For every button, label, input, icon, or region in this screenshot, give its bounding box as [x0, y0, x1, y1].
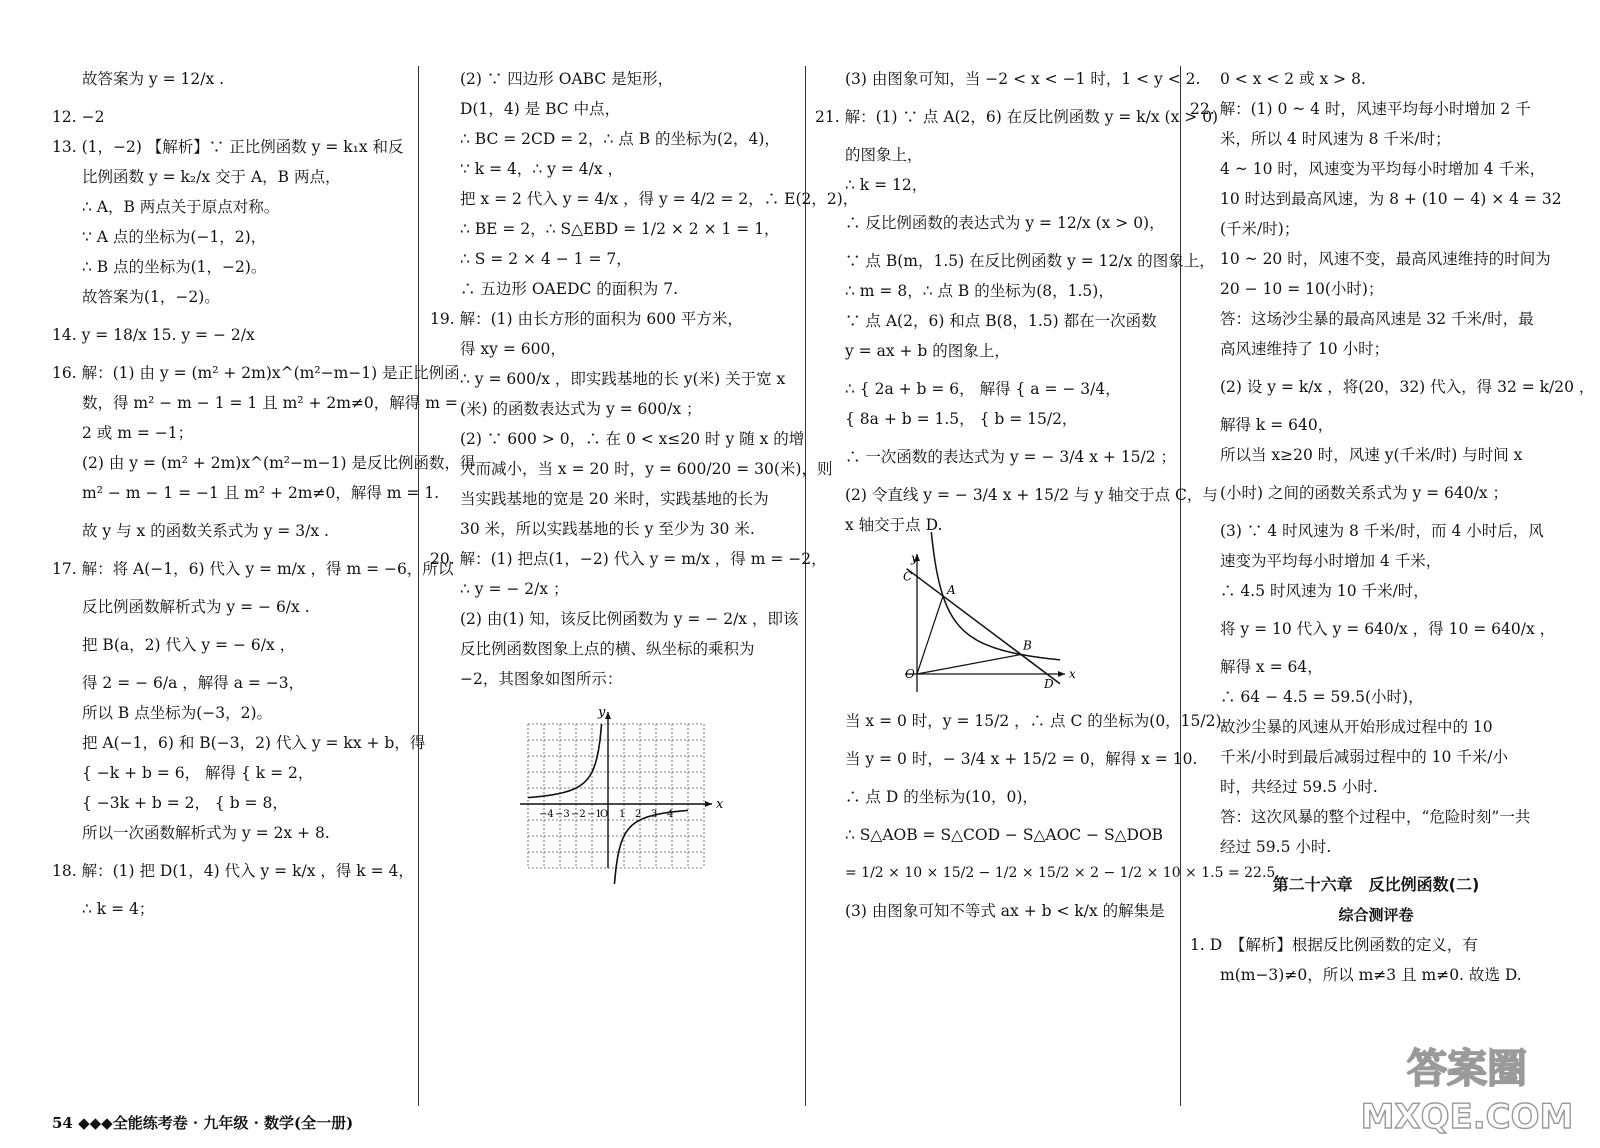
column-divider [1180, 66, 1181, 1106]
text-line: 得 xy = 600， [460, 340, 566, 358]
x-tick-label: O [600, 809, 609, 820]
text-line: 高风速维持了 10 小时； [1220, 340, 1390, 358]
text-line: 0 < x < 2 或 x > 8. [1220, 70, 1366, 88]
x-tick-label: −4 [539, 809, 554, 820]
column-1 [52, 64, 476, 1104]
text-line: (2) 由(1) 知，该反比例函数为 y = − 2/x ，即该 [460, 610, 799, 628]
text-line: 故答案为 y = 12/x . [82, 70, 225, 88]
text-line: (米) 的函数表达式为 y = 600/x ； [460, 400, 702, 418]
text-line: { 8a + b = 1.5， { b = 15/2， [845, 410, 1078, 428]
text-line: 20 − 10 = 10(小时)； [1220, 280, 1384, 298]
page-footer: 54 ◆◆◆全能练考卷 · 九年级 · 数学(全一册) [52, 1114, 354, 1132]
text-line: y = ax + b 的图象上， [845, 342, 1010, 360]
text-line: { −3k + b = 2， { b = 8， [82, 794, 288, 812]
text-line: (3) ∵ 4 时风速为 8 千米/时，而 4 小时后，风 [1220, 522, 1544, 540]
text-line: 把 x = 2 代入 y = 4/x ，得 y = 4/2 = 2，∴ E(2，2)， [460, 190, 859, 208]
text-line: ∴ 点 D 的坐标为(10，0)， [845, 788, 1038, 806]
text-line: m² − m − 1 = −1 且 m² + 2m≠0，解得 m = 1. [82, 484, 440, 502]
text-line: ∴ 五边形 OAEDC 的面积为 7. [460, 280, 678, 298]
text-line: 所以当 x≥20 时，风速 y(千米/时) 与时间 x [1220, 446, 1523, 464]
text-line: 把 B(a，2) 代入 y = − 6/x ， [82, 636, 296, 654]
text-line: (2) ∵ 四边形 OABC 是矩形， [460, 70, 674, 88]
text-line: 解得 k = 640， [1220, 416, 1334, 434]
text-line: 得 2 = − 6/a ，解得 a = −3， [82, 674, 305, 692]
text-line: 当 y = 0 时，− 3/4 x + 15/2 = 0，解得 x = 10. [845, 750, 1198, 768]
text-line: 比例函数 y = k₂/x 交于 A，B 两点， [82, 168, 341, 186]
text-line: (3) 由图象可知不等式 ax + b < k/x 的解集是 [845, 902, 1165, 920]
text-line: 16. 解：(1) 由 y = (m² + 2m)x^(m²−m−1) 是正比例函 [52, 364, 460, 382]
segment-oa [917, 596, 943, 674]
point-label-b: B [1023, 638, 1032, 653]
text-line: 18. 解：(1) 把 D(1，4) 代入 y = k/x ，得 k = 4， [52, 862, 414, 880]
text-line: ∴ 一次函数的表达式为 y = − 3/4 x + 15/2 ； [845, 448, 1177, 466]
text-line: 大而减小，当 x = 20 时，y = 600/20 = 30(米)，则 [460, 460, 833, 478]
text-line: ∴ y = 600/x ，即实践基地的长 y(米) 关于宽 x [460, 370, 786, 388]
column-2 [430, 64, 859, 1104]
text-line: ∵ k = 4，∴ y = 4/x ， [460, 160, 624, 178]
x-tick-label: −3 [555, 809, 570, 820]
text-line: 将 y = 10 代入 y = 640/x ，得 10 = 640/x ， [1220, 620, 1556, 638]
text-line: D(1，4) 是 BC 中点， [460, 100, 621, 118]
watermark-logo [1352, 1030, 1582, 1140]
text-line: 米，所以 4 时风速为 8 千米/时； [1220, 130, 1451, 148]
x-axis-label: x [716, 797, 724, 812]
text-line: ∵ A 点的坐标为(−1，2)， [82, 228, 267, 246]
linear-function-line [907, 569, 1060, 684]
column-divider [805, 66, 806, 1106]
x-tick-label: 4 [667, 809, 674, 820]
hyperbola-branch-left [528, 724, 602, 798]
text-line: ∴ 反比例函数的表达式为 y = 12/x (x > 0)， [845, 214, 1165, 232]
x-tick-label: 3 [651, 809, 658, 820]
text-line: ∴ m = 8，∴ 点 B 的坐标为(8，1.5)， [845, 282, 1114, 300]
x-axis-arrow-icon [705, 801, 712, 807]
point-label-o: O [905, 667, 915, 681]
text-line: ∴ 4.5 时风速为 10 千米/时， [1220, 582, 1429, 600]
chapter-subtitle: 综合测评卷 [1338, 906, 1414, 924]
text-line: 经过 59.5 小时. [1220, 838, 1332, 856]
y-axis-arrow-icon [605, 712, 611, 719]
text-line: 故沙尘暴的风速从开始形成过程中的 10 [1220, 718, 1493, 736]
x-tick-label: −2 [571, 809, 586, 820]
watermark-text: 答案圈 [1407, 1046, 1527, 1092]
text-line: 当 x = 0 时，y = 15/2 ，∴ 点 C 的坐标为(0，15/2)， [845, 712, 1238, 730]
text-line: (2) 由 y = (m² + 2m)x^(m²−m−1) 是反比例函数，得 [82, 454, 476, 472]
text-line: 4 ~ 10 时，风速变为平均每小时增加 4 千米， [1220, 160, 1546, 178]
x-tick-label: −1 [587, 809, 602, 820]
text-line: 30 米，所以实践基地的长 y 至少为 30 米. [460, 520, 755, 538]
graph-grid [528, 724, 704, 868]
text-line: m(m−3)≠0，所以 m≠3 且 m≠0. 故选 D. [1220, 966, 1522, 984]
text-line: ∴ BC = 2CD = 2，∴ 点 B 的坐标为(2，4)， [460, 130, 780, 148]
text-line: ∴ y = − 2/x ； [460, 580, 569, 598]
text-line: 故 y 与 x 的函数关系式为 y = 3/x . [82, 522, 329, 540]
text-line: 13. (1，−2) 【解析】∵ 正比例函数 y = k₁x 和反 [52, 138, 404, 156]
point-label-d: D [1044, 677, 1054, 691]
text-line: 20. 解：(1) 把点(1，−2) 代入 y = m/x ，得 m = −2， [430, 550, 827, 568]
text-line: ∴ A，B 两点关于原点对称。 [82, 198, 280, 216]
text-line: 解得 x = 64， [1220, 658, 1323, 676]
x-axis-label: x [1069, 667, 1076, 681]
watermark-url: MXQE.COM [1360, 1097, 1574, 1137]
text-line: 所以 B 点坐标为(−3，2)。 [82, 704, 273, 722]
text-line: 10 ~ 20 时，风速不变，最高风速维持的时间为 [1220, 250, 1551, 268]
text-line: 反比例函数图象上点的横、纵坐标的乘积为 [460, 640, 755, 658]
text-line: (2) 令直线 y = − 3/4 x + 15/2 与 y 轴交于点 C，与 [845, 486, 1218, 504]
function-intersection-graph [815, 546, 1177, 696]
text-line: 19. 解：(1) 由长方形的面积为 600 平方米， [430, 310, 743, 328]
column-divider [418, 66, 419, 1106]
text-line: (3) 由图象可知，当 −2 < x < −1 时，1 < y < 2. [845, 70, 1201, 88]
hyperbola-grid-graph [430, 700, 798, 870]
y-axis-label: y [598, 705, 606, 720]
text-line: 当实践基地的宽是 20 米时，实践基地的长为 [460, 490, 769, 508]
x-axis-arrow-icon [1058, 671, 1065, 677]
text-line: { −k + b = 6， 解得 { k = 2， [82, 764, 314, 782]
column-4 [1190, 64, 1595, 1104]
text-line: ∵ 点 B(m，1.5) 在反比例函数 y = 12/x 的图象上， [845, 252, 1215, 270]
hyperbola-branch-right [614, 810, 688, 884]
text-line: 21. 解：(1) ∵ 点 A(2，6) 在反比例函数 y = k/x (x > 0) [815, 108, 1219, 126]
text-line: 22. 解：(1) 0 ~ 4 时，风速平均每小时增加 2 千 [1190, 100, 1531, 118]
text-line: 17. 解：将 A(−1，6) 代入 y = m/x ，得 m = −6，所以 [52, 560, 454, 578]
segment-ob [917, 655, 1021, 675]
x-tick-label: 1 [619, 809, 626, 820]
text-line: 2 或 m = −1； [82, 424, 194, 442]
text-line: −2，其图象如图所示： [460, 670, 623, 688]
text-line: 故答案为(1，−2)。 [82, 288, 220, 306]
text-line: 所以一次函数解析式为 y = 2x + 8. [82, 824, 330, 842]
point-label-c: C [903, 569, 913, 584]
text-line: ∴ k = 4； [82, 900, 155, 918]
text-line: (2) ∵ 600 > 0，∴ 在 0 < x≤20 时 y 随 x 的增 [460, 430, 805, 448]
chapter-title: 第二十六章 反比例函数(二) [1272, 875, 1480, 894]
text-line: ∴ S = 2 × 4 − 1 = 7， [460, 250, 632, 268]
text-line: 10 时达到最高风速，为 8 + (10 − 4) × 4 = 32 [1220, 190, 1562, 208]
text-line: 速变为平均每小时增加 4 千米， [1220, 552, 1442, 570]
text-line: ∴ { 2a + b = 6， 解得 { a = − 3/4， [845, 380, 1121, 398]
point-label-a: A [947, 583, 956, 597]
text-line: 的图象上， [845, 146, 923, 164]
text-line: (千米/时)； [1220, 220, 1300, 238]
text-line: 14. y = 18/x 15. y = − 2/x [52, 326, 255, 344]
text-line: x 轴交于点 D. [845, 516, 943, 534]
x-tick-label: 2 [635, 809, 642, 820]
text-line: 答：这场沙尘暴的最高风速是 32 千米/时，最 [1220, 310, 1534, 328]
text-line: 千米/小时到最后减弱过程中的 10 千米/小 [1220, 748, 1509, 766]
text-line: 把 A(−1，6) 和 B(−3，2) 代入 y = kx + b，得 [82, 734, 426, 752]
text-line: ∴ S△AOB = S△COD − S△AOC − S△DOB [845, 826, 1164, 844]
y-axis-label: y [911, 551, 918, 565]
text-line: ∵ 点 A(2，6) 和点 B(8，1.5) 都在一次函数 [845, 312, 1157, 330]
text-line: ∴ 64 − 4.5 = 59.5(小时)， [1220, 688, 1424, 706]
text-line: (2) 设 y = k/x ，将(20，32) 代入，得 32 = k/20 ， [1220, 378, 1595, 396]
text-line: 反比例函数解析式为 y = − 6/x . [82, 598, 310, 616]
text-line: 时，共经过 59.5 小时. [1220, 778, 1378, 796]
text-line: (小时) 之间的函数关系式为 y = 640/x ； [1220, 484, 1509, 502]
text-line: 答：这次风暴的整个过程中，“危险时刻”一共 [1220, 808, 1531, 826]
text-line: 数，得 m² − m − 1 = 1 且 m² + 2m≠0，解得 m = [82, 394, 458, 412]
text-line: ∴ BE = 2，∴ S△EBD = 1/2 × 2 × 1 = 1， [460, 220, 780, 238]
text-line: ∴ B 点的坐标为(1，−2)。 [82, 258, 267, 276]
text-line: 12. −2 [52, 108, 105, 126]
text-line: = 1/2 × 10 × 15/2 − 1/2 × 15/2 × 2 − 1/2 × 10 × 1.5 = 22.5. [845, 865, 1280, 881]
text-line: ∴ k = 12， [845, 176, 928, 194]
text-line: 1. D 【解析】根据反比例函数的定义，有 [1190, 936, 1478, 954]
